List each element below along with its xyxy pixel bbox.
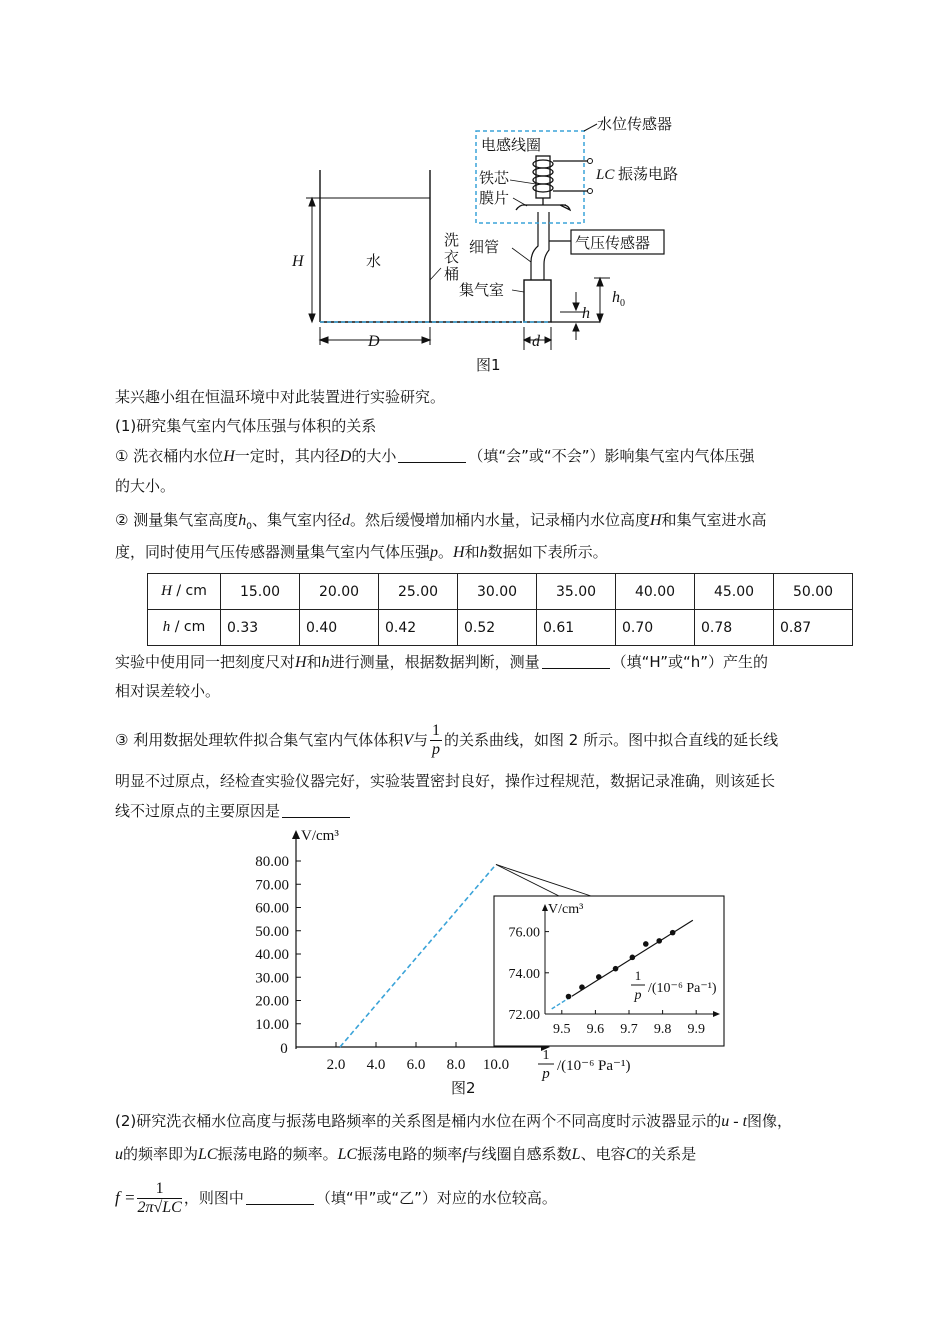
y-axis-arrow — [292, 830, 300, 839]
label-water-sensor: 水位传感器 — [597, 115, 673, 133]
q1-title: (1)研究集气室内气体压强与体积的关系 — [115, 417, 377, 435]
y-tick-label: 20.00 — [255, 993, 289, 1010]
x-tick-label: 4.0 — [366, 1057, 386, 1073]
figure-1-caption: 图1 — [476, 356, 501, 374]
inset-y-tick-label: 76.00 — [508, 925, 540, 941]
row-label-H: H / cm — [148, 574, 221, 610]
data-point — [643, 941, 649, 947]
q1-3-line2: 明显不过原点，经检查实验仪器完好，实验装置密封良好，操作过程规范，数据记录准确，则该延长 — [115, 772, 776, 790]
data-table — [147, 573, 853, 646]
label-lc: LC — [596, 167, 615, 183]
q2-line3: f = $\frac{1}{2\pi√LC}$ ，则图中 （填“甲”或“乙”）对应的水位较高。 — [115, 1180, 557, 1216]
answer-blank-1[interactable] — [398, 448, 466, 463]
label-bucket-3: 桶 — [444, 265, 460, 283]
table-row-h — [148, 610, 853, 646]
label-h0: $h_0$ — [612, 289, 625, 309]
origin-label: 0 — [280, 1041, 288, 1057]
data-point — [579, 984, 585, 990]
formula-fraction: $\frac{1}{2\pi√LC}$ — [137, 1180, 182, 1216]
label-water: 水 — [366, 252, 382, 270]
table-row-H — [148, 574, 853, 610]
q1-3-line1: ③ 利用数据处理软件拟合集气室内气体体积V与 $\frac{1}{p}$ 的关系曲线，如图 2 所示。图中拟合直线的延长线 — [115, 722, 779, 758]
label-gas-chamber: 集气室 — [459, 281, 505, 299]
table-cell: 45.00 — [695, 574, 774, 610]
inductor-coil — [516, 156, 588, 210]
label-coil: 电感线圈 — [481, 136, 542, 154]
after-table-line1: 实验中使用同一把刻度尺对H和h进行测量，根据数据判断，测量 （填“H”或“h”）产生的 — [115, 653, 769, 671]
x-tick-label: 8.0 — [446, 1057, 466, 1073]
y-tick-label: 60.00 — [255, 900, 289, 917]
q1-1-line1: ① 洗衣桶内水位H一定时，其内径D的大小 （填“会”或“不会”）影响集气室内气体压强 — [115, 447, 755, 465]
row-label-h: h / cm — [148, 610, 221, 646]
inset-x-tick-label: 9.8 — [653, 1022, 672, 1037]
x-tick-label: 2.0 — [326, 1057, 346, 1073]
data-point — [596, 974, 602, 980]
table-cell: 20.00 — [300, 574, 379, 610]
table-cell: 15.00 — [221, 574, 300, 610]
label-tube: 细管 — [469, 238, 500, 256]
inset-y-tick-label: 74.00 — [508, 966, 540, 982]
answer-blank-2[interactable] — [542, 654, 610, 669]
data-point — [670, 930, 676, 936]
table-cell: 40.00 — [616, 574, 695, 610]
q1-2-line1: ② 测量集气室高度$h_0$、集气室内径d。然后缓慢增加桶内水量，记录桶内水位高度H和集气室进水高 — [115, 511, 767, 532]
callout-line — [496, 864, 591, 896]
y-tick-label: 80.00 — [255, 854, 289, 870]
y-tick-label: 30.00 — [255, 970, 289, 987]
table-cell: 0.40 — [300, 610, 379, 646]
x-label-denominator: p — [542, 1066, 550, 1082]
table-cell: 30.00 — [458, 574, 537, 610]
table-cell: 50.00 — [774, 574, 853, 610]
label-d: d — [532, 333, 540, 350]
after-table-line2: 相对误差较小。 — [115, 682, 221, 700]
inset-x-tick-label: 9.9 — [687, 1022, 705, 1037]
y-tick-label: 50.00 — [255, 923, 289, 940]
x-label-numerator: 1 — [542, 1048, 550, 1063]
inset-x-tick-label: 9.5 — [553, 1022, 571, 1037]
x-tick-label: 6.0 — [406, 1057, 426, 1073]
callout-line — [496, 864, 559, 896]
gas-chamber — [524, 280, 551, 322]
label-iron-core: 铁芯 — [479, 169, 510, 187]
x-label-units: /(10⁻⁶ Pa⁻¹) — [557, 1058, 631, 1074]
inset-y-label: V/cm³ — [548, 902, 584, 917]
inset-y-tick-label: 72.00 — [508, 1008, 540, 1023]
figure-2-caption: 图2 — [451, 1079, 476, 1097]
figure-1 — [0, 0, 950, 380]
inset-x-tick-label: 9.6 — [586, 1022, 605, 1037]
data-point — [613, 966, 619, 972]
table-cell: 0.61 — [537, 610, 616, 646]
inset-x-label-units: /(10⁻⁶ Pa⁻¹) — [648, 981, 717, 996]
y-tick-label: 10.00 — [255, 1016, 289, 1033]
formula-lhs: f = — [115, 1188, 136, 1207]
label-membrane: 膜片 — [479, 189, 510, 207]
table-cell: 0.87 — [774, 610, 853, 646]
inset-x-tick-label: 9.7 — [620, 1022, 638, 1037]
fraction-1-over-p: $\frac{1}{p}$ — [432, 722, 441, 758]
q1-3-line3: 线不过原点的主要原因是 — [115, 797, 875, 826]
inset-x-label-numerator: 1 — [634, 968, 642, 983]
figure-2-chart — [0, 810, 950, 1110]
table-cell: 0.70 — [616, 610, 695, 646]
label-pressure-sensor: 气压传感器 — [575, 234, 651, 252]
inset-x-label-denominator: p — [634, 988, 642, 1003]
label-h: h — [582, 305, 590, 322]
answer-blank-4[interactable] — [246, 1190, 314, 1205]
label-lc-circuit: 振荡电路 — [618, 165, 679, 183]
q1-2-line2: 度，同时使用气压传感器测量集气室内气体压强p。H和h数据如下表所示。 — [115, 543, 608, 561]
table-cell: 35.00 — [537, 574, 616, 610]
fit-line-extension — [340, 864, 496, 1047]
label-bucket-1: 洗 — [444, 231, 460, 249]
y-axis-label: V/cm³ — [301, 828, 339, 844]
label-bucket-2: 衣 — [444, 248, 460, 266]
label-D: D — [368, 333, 380, 350]
q2-line2: u的频率即为LC振荡电路的频率。LC振荡电路的频率f与线圈自感系数L、电容C的关系是 — [115, 1145, 697, 1163]
table-cell: 0.42 — [379, 610, 458, 646]
table-cell: 0.78 — [695, 610, 774, 646]
x-tick-label: 10.0 — [482, 1057, 510, 1073]
inset-axes — [494, 896, 724, 1046]
intro-text: 某兴趣小组在恒温环境中对此装置进行实验研究。 — [115, 388, 446, 406]
table-cell: 0.33 — [221, 610, 300, 646]
y-tick-label: 70.00 — [255, 877, 289, 894]
q1-1-line2: 的大小。 — [115, 477, 176, 495]
thin-tube — [531, 212, 538, 280]
table-cell: 0.52 — [458, 610, 537, 646]
table-cell: 25.00 — [379, 574, 458, 610]
label-H: H — [292, 253, 304, 270]
data-point — [630, 955, 636, 961]
q2-line1: (2)研究洗衣桶水位高度与振荡电路频率的关系图是桶内水位在两个不同高度时示波器显示的u - t图像， — [115, 1112, 793, 1130]
data-point — [566, 994, 572, 1000]
data-point — [656, 938, 662, 944]
y-tick-label: 40.00 — [255, 947, 289, 963]
